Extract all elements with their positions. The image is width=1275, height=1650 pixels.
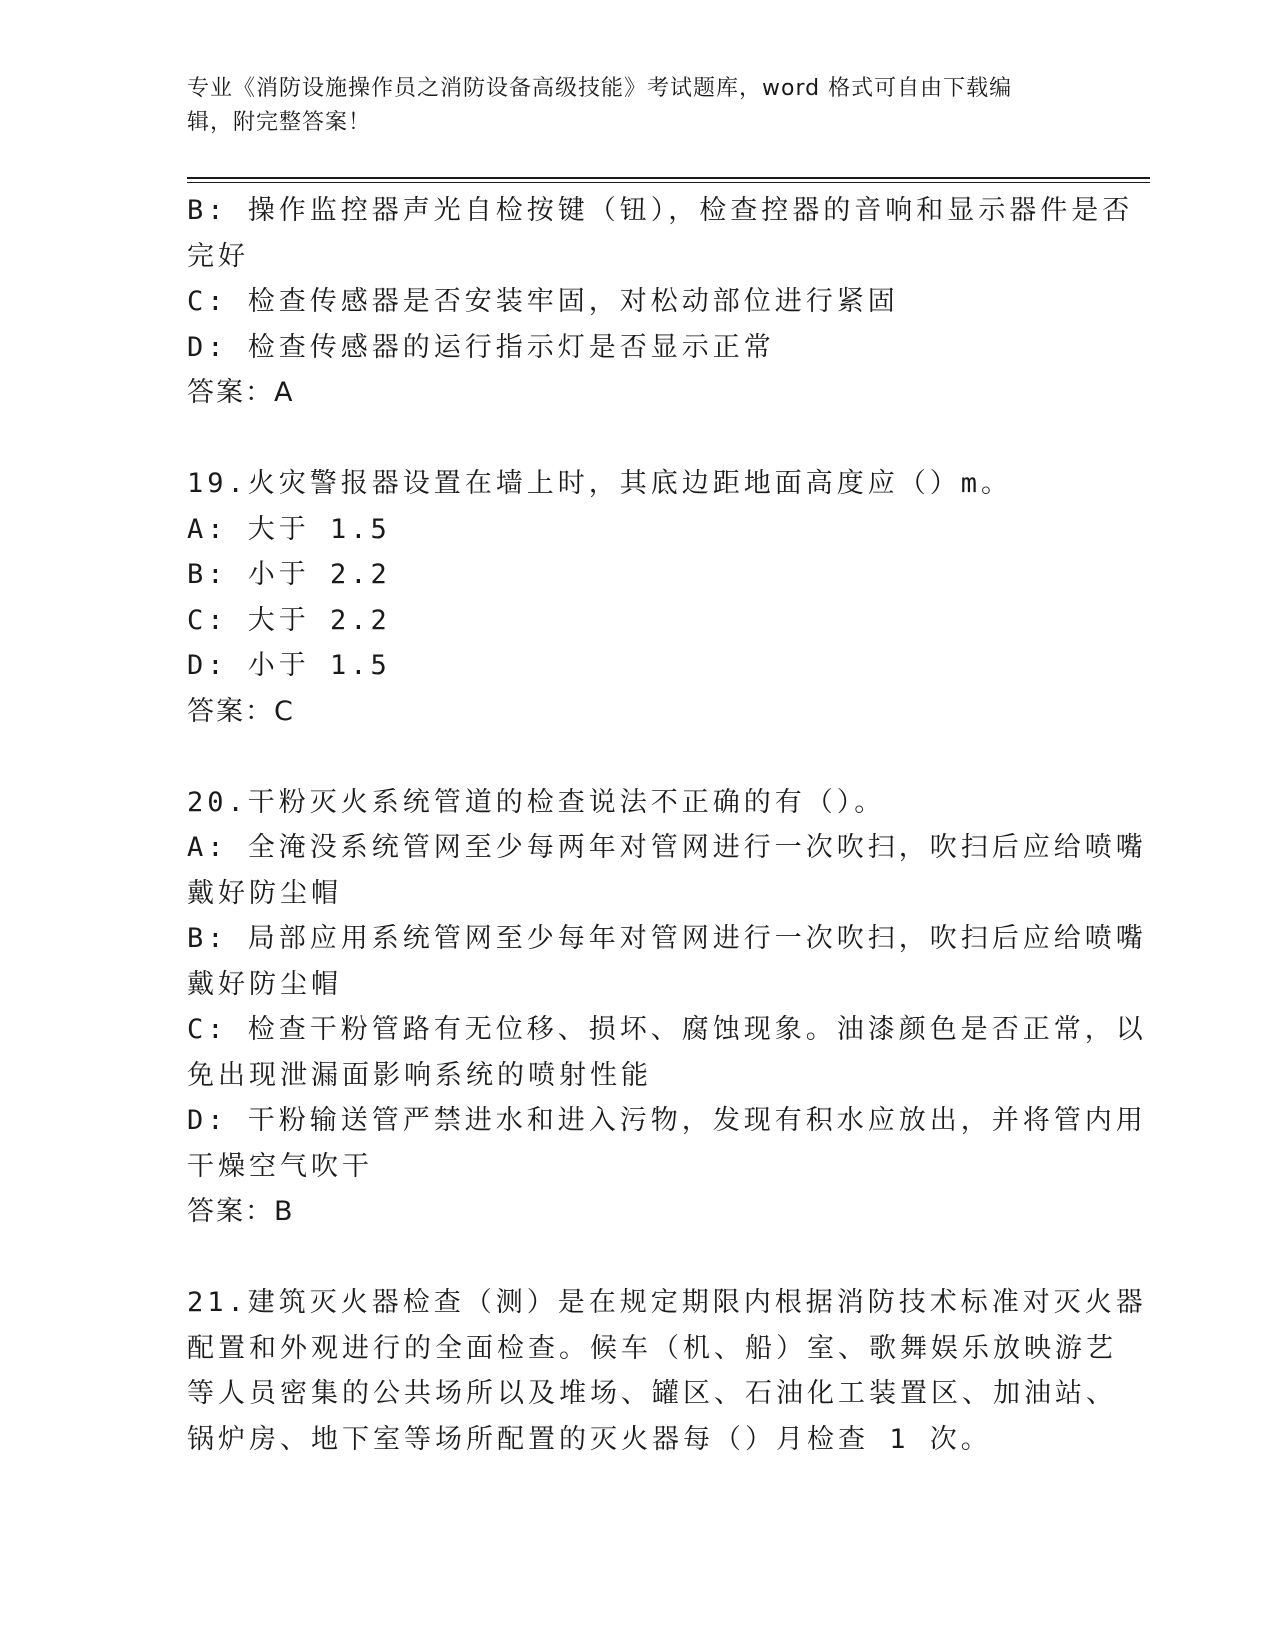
question-20 xyxy=(187,780,1147,1235)
question-21 xyxy=(187,1280,1147,1462)
q19-option-a: A: 大于 1.5 xyxy=(187,513,391,545)
q21-stem-line-4: 锅炉房、地下室等场所配置的灭火器每（）月检查 1 次。 xyxy=(187,1423,992,1455)
question-18-tail xyxy=(187,188,1134,416)
header-line-1: 专业《消防设施操作员之消防设备高级技能》考试题库，word 格式可自由下载编 xyxy=(187,76,1013,101)
q21-stem-line-2: 配置和外观进行的全面检查。候车（机、船）室、歌舞娱乐放映游艺 xyxy=(187,1332,1117,1364)
header-line-2: 辑，附完整答案！ xyxy=(187,110,372,135)
q21-stem-line-3: 等人员密集的公共场所以及堆场、罐区、石油化工装置区、加油站、 xyxy=(187,1378,1117,1409)
q18-option-d: D: 检查传感器的运行指示灯是否显示正常 xyxy=(187,331,775,363)
q19-option-c: C: 大于 2.2 xyxy=(187,604,391,636)
q18-option-b-line-2: 完好 xyxy=(187,240,249,272)
header-rule-thin xyxy=(187,182,1150,183)
q20-option-a-line-1: A: 全淹没系统管网至少每两年对管网进行一次吹扫，吹扫后应给喷嘴 xyxy=(187,832,1147,863)
page-header xyxy=(187,72,1067,140)
header-rule-thick xyxy=(187,177,1150,179)
q18-answer: 答案：A xyxy=(187,377,295,408)
q20-stem: 20.干粉灭火系统管道的检查说法不正确的有（）。 xyxy=(187,786,886,818)
question-19 xyxy=(187,461,1087,734)
q19-stem: 19.火灾警报器设置在墙上时，其底边距地面高度应（）m。 xyxy=(187,468,1013,499)
q18-option-c: C: 检查传感器是否安装牢固，对松动部位进行紧固 xyxy=(187,286,899,317)
q20-option-c-line-2: 免出现泄漏面影响系统的喷射性能 xyxy=(187,1059,652,1091)
q20-option-b-line-2: 戴好防尘帽 xyxy=(187,968,342,1000)
q18-option-b-line-1: B: 操作监控器声光自检按键（钮），检查控器的音响和显示器件是否 xyxy=(187,195,1134,226)
q20-option-d-line-1: D: 干粉输送管严禁进水和进入污物，发现有积水应放出，并将管内用 xyxy=(187,1105,1147,1136)
q20-option-a-line-2: 戴好防尘帽 xyxy=(187,877,342,909)
question-content xyxy=(187,188,1147,1462)
spacer xyxy=(187,416,1087,462)
q19-option-d: D: 小于 1.5 xyxy=(187,650,391,681)
q19-answer: 答案：C xyxy=(187,695,295,727)
spacer xyxy=(187,734,1087,780)
q19-option-b: B: 小于 2.2 xyxy=(187,559,391,590)
spacer xyxy=(187,1235,1087,1281)
q20-option-b-line-1: B: 局部应用系统管网至少每年对管网进行一次吹扫，吹扫后应给喷嘴 xyxy=(187,923,1147,954)
q20-answer: 答案：B xyxy=(187,1196,295,1227)
q21-stem-line-1: 21.建筑灭火器检查（测）是在规定期限内根据消防技术标准对灭火器 xyxy=(187,1287,1147,1318)
q20-option-d-line-2: 干燥空气吹干 xyxy=(187,1150,373,1182)
q20-option-c-line-1: C: 检查干粉管路有无位移、损坏、腐蚀现象。油漆颜色是否正常，以 xyxy=(187,1014,1147,1045)
